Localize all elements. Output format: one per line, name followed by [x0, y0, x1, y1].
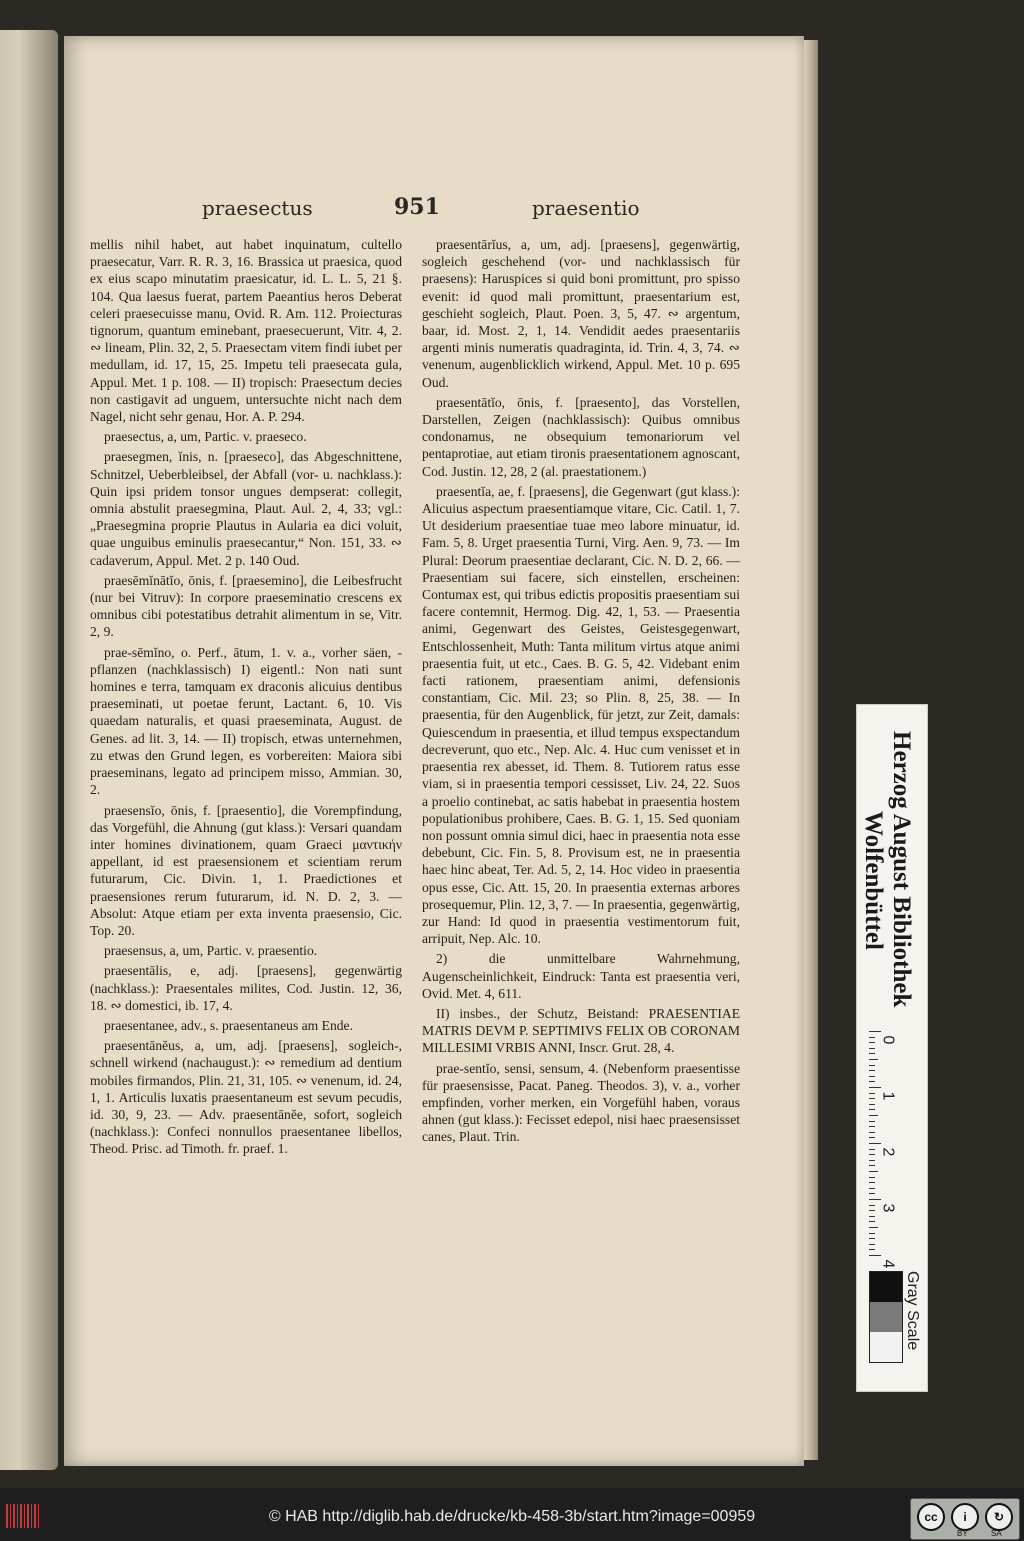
dictionary-entry: prae-sentĭo, sensi, sensum, 4. (Nebenform praesentisse für praesensisse, Pacat. Paneg. Theodos. 3), v. a., vorher empfinden, vorher merken, ein Vorgefühl haben, voraus ahnen (gut klass.): Fecisset edepol, nisi haec praesensisset canes, Plaut. Trin. — [422, 1060, 740, 1145]
library-name-line2: Wolfenbüttel — [860, 811, 887, 950]
cc-license-badge[interactable] — [910, 1498, 1020, 1540]
scale-tick — [869, 1216, 875, 1217]
scale-number: 2 — [879, 1147, 897, 1157]
scale-tick — [869, 1233, 875, 1234]
scale-tick — [869, 1098, 875, 1099]
scale-tick — [869, 1042, 875, 1043]
dictionary-entry: praesensus, a, um, Partic. v. praesentio. — [104, 943, 318, 959]
book-page — [64, 36, 804, 1466]
scale-tick — [869, 1081, 875, 1082]
scale-number: 0 — [879, 1035, 897, 1045]
scale-tick — [869, 1221, 875, 1222]
scale-tick — [869, 1188, 875, 1189]
dictionary-entry: praesentālis, e, adj. [praesens], gegenwärtig (nachklass.): Praesentales milites, Cod. Justin. 12, 36, 18. ∾ domestici, ib. 17, 4. — [90, 963, 402, 1013]
footer-credit[interactable]: © HAB http://diglib.hab.de/drucke/kb-458-3b/start.htm?image=00959 — [268, 1508, 756, 1525]
color-reference-bar — [856, 704, 928, 1392]
dictionary-entry: praesentārĭus, a, um, adj. [praesens], gegenwärtig, sogleich geschehend (vor- und nachklassisch für praesens): Haruspices si quid boni promittunt, pro spisso evenit: id quod mali promittunt, praesentarium est, geschieht sogleich, Plaut. Poen. 3, 5, 47. ∾ argentum, baar, id. Most. 2, 1, 14. Vendidit aedes praesentariis argenti minis numeratis quadraginta, id. Trin. 4, 3, 74. ∾ venenum, augenblicklich wirkend, Appul. Met. 10 p. 695 Oud. — [422, 237, 740, 390]
share-alike-icon: ↻ — [985, 1503, 1013, 1531]
right-column — [422, 236, 740, 1149]
dictionary-entry: praesentĭa, ae, f. [praesens], die Gegenwart (gut klass.): Alicuius aspectum praesentiamque vitare, Cic. Catil. 1, 7. Ut desiderium praesentiae tuae meo labore minuatur, id. Fam. 5, 8. Urget praesentia Turni, Virg. Aen. 9, 73. — Im Plural: Deorum praesentiae declarant, Cic. N. D. 2, 66. — Praesentiam sui facere, sich einstellen, erscheinen: Contumax est, qui tribus edictis propositis praesentiam sui facere contemnit, Hermog. Dig. 42, 1, 53. — Praesentia animi, Gegenwart des Geistes, Geistesgegenwart, Entschlossenheit, Muth: Tanta militum virtus atque animi praesentia fuit, ut etc., Caes. B. G. 5, 42. Videbant enim facti rationem, praesentiam animi, defensionis constantiam, Cic. Mil. 23; so Plin. 8, 25, 38. — In praesentia, für den Augenblick, für jetzt, zur Zeit, damals: Quiescendum in praesentia, et illud tempus exspectandum decreverunt, quo etc., Nep. Alc. 4. Huc cum venisset et in praesentia rex abesset, id. Them. 8. Tutiorem ratus esse viam, si in praesentia tempori cessisset, Liv. 24, 22. Suos a proelio continebat, ac satis habebat in praesentia hostem populationibus prohibere, Caes. B. G. 1, 15. Sed quoniam non possunt omnia simul dici, haec in praesentia nota esse debebunt, Cic. Fin. 5, 8. Provisum est, ne in praesentia haec hinc abeat, Ter. Ad. 5, 2, 14. Hoc video in praesentia opus esse, Cic. Att. 15, 20. In praesentia externas arbores prosequemur, Plin. 12, 3, 7. — In praesentia, gegenwärtig, zur Hand: Id quod in praesentia vestimentorum fuit, arripuit, Nep. Alc. 10. — [422, 483, 740, 947]
dictionary-entry: mellis nihil habet, aut habet inquinatum, cultello praesecatur, Varr. R. R. 3, 16. Brassica ut praesica, quod ex eius scapo minutatim praesicatur, id. L. L. 5, 21 §. 104. Qua laesus fuerat, partem Paeantius heros Deberat celeri praesecuisse manu, Ovid. R. Am. 112. Proiecturas tignorum, quantum eminebant, praesecuerunt, Vitr. 4, 2. ∾ lineam, Plin. 32, 2, 5. Praesectam vitem findi iubet per medullam, id. 17, 15, 25. Impetu teli praesecata gula, Appul. Met. 1 p. 108. — II) tropisch: Praesectum decies non castigavit ad unguem, untersuchte nicht nach dem Nagel, nicht sehr genau, Hor. A. P. 294. — [90, 237, 402, 425]
license-sa-label: SA — [991, 1529, 1002, 1538]
scale-tick — [869, 1070, 875, 1071]
scale-tick — [869, 1238, 875, 1239]
scale-tick — [869, 1199, 881, 1200]
dictionary-entry: praesentānĕus, a, um, adj. [praesens], sogleich-, schnell wirkend (nachaugust.): ∾ remedium ad dentium mobiles firmandos, Plin. 21, 31, 105. ∾ venenum, id. 24, 1, 1. Articulis luxatis praesentaneum est sevum pecudis, id. 30, 9, 23. — Adv. praesentānĕe, sofort, sogleich (nachklass.): Confeci nonnullos praesentanee libellos, Theod. Prisc. ad Timoth. fr. praef. 1. — [90, 1038, 402, 1157]
license-by-label: BY — [957, 1529, 968, 1538]
scale-tick — [869, 1059, 878, 1060]
dictionary-entry: prae-sēmĭno, o. Perf., ātum, 1. v. a., vorher säen, -pflanzen (nachklassisch) I) eigentl.: Non nati sunt homines e terra, tamquam ex draconis alicuius dentibus praeseminati, ut poetae ferunt, Lactant. 6, 10. Vis quaedam naturalis, et quasi praeseminata, August. de Genes. ad lit. 3, 14. — II) tropisch, etwas unternehmen, zu etwas den Grund legen, es vorbereiten: Maiora sibi praeseminans, legato ad principem misso, Ammian. 30, 2. — [90, 644, 402, 798]
dictionary-entry: praesentātĭo, ōnis, f. [praesento], das Vorstellen, Darstellen, Zeigen (nachklassisch): Quibus omnibus condonamus, ne obsequium temonariorum vel pentaprotiae, aut etiam tironis praesentationem agnoscant, Cod. Justin. 12, 28, 2 (al. praestationem.) — [422, 394, 740, 479]
scale-tick — [869, 1104, 875, 1105]
gray-swatch-light — [870, 1332, 902, 1362]
scale-tick — [869, 1193, 875, 1194]
scale-tick — [869, 1121, 875, 1122]
scale-tick — [869, 1053, 875, 1054]
facing-page-edge — [0, 30, 58, 1470]
running-head-right: praesentio — [532, 196, 640, 220]
scale-tick — [869, 1076, 875, 1077]
dictionary-entry: 2) die unmittelbare Wahrnehmung, Augenscheinlichkeit, Eindruck: Tanta est praesentia veri, Ovid. Met. 4, 611. — [422, 951, 740, 1001]
scale-tick — [869, 1132, 875, 1133]
scale-number: 4 — [879, 1259, 897, 1269]
scale-tick — [869, 1093, 875, 1094]
scale-tick — [869, 1149, 875, 1150]
gray-swatch-mid — [870, 1302, 902, 1332]
scale-ruler — [869, 1031, 913, 1271]
scale-tick — [869, 1182, 875, 1183]
scale-tick — [869, 1137, 875, 1138]
dictionary-entry: praesectus, a, um, Partic. v. praeseco. — [104, 429, 307, 445]
scale-tick — [869, 1154, 875, 1155]
dictionary-entry: praesēmĭnātĭo, ōnis, f. [praesemino], die Leibesfrucht (nur bei Vitruv): In corpore praeseminatio crescens ex omnibus cibi potestatibus detrahit alimentum in se, Vitr. 2, 9. — [90, 572, 402, 640]
dictionary-entry: praesegmen, ĭnis, n. [praeseco], das Abgeschnittene, Schnitzel, Ueberbleibsel, der Abfall (vor- u. nachklass.): Quin ipsi pridem tonsor ungues dempserat: collegit, omnia abstulit praesegmina, Plaut. Aul. 2, 4, 33; vgl.: „Praesegmina proprie Plautus in Aularia ea dici voluit, quae unguibus eminulis praesecantur,“ Non. 151, 33. ∾ cadaverum, Appul. Met. 2 p. 140 Oud. — [90, 449, 402, 568]
scale-tick — [869, 1210, 875, 1211]
gray-scale-label: Gray Scale — [904, 1271, 921, 1351]
scale-number: 3 — [879, 1203, 897, 1213]
scale-tick — [869, 1115, 878, 1116]
scale-tick — [869, 1065, 875, 1066]
scale-tick — [869, 1143, 881, 1144]
cc-icon: cc — [917, 1503, 945, 1531]
gray-scale-swatches — [869, 1271, 903, 1363]
scale-tick — [869, 1177, 875, 1178]
page-number: 951 — [394, 194, 440, 220]
running-head-left: praesectus — [202, 196, 313, 220]
scale-tick — [869, 1165, 875, 1166]
by-attribution-icon: i — [951, 1503, 979, 1531]
scale-tick — [869, 1160, 875, 1161]
scale-tick — [869, 1126, 875, 1127]
left-column — [90, 236, 402, 1161]
scale-tick — [869, 1037, 875, 1038]
dictionary-entry: praesensĭo, ōnis, f. [praesentio], die Vorempfindung, das Vorgefühl, die Ahnung (gut klass.): Versari quandam inter homines divinationem, quam Graeci μαντικήν appellant, id est praesensionem et scientiam rerum futurarum, Cic. Divin. 1, 1. Praedictiones et praesensiones rerum futurarum, id. N. D. 2, 3. — Absolut: Atque etiam per exta inventa praesensio, Cic. Top. 20. — [90, 802, 402, 938]
running-head — [64, 196, 804, 226]
scale-tick — [869, 1087, 881, 1088]
scale-tick — [869, 1171, 878, 1172]
scale-tick — [869, 1244, 875, 1245]
scale-tick — [869, 1109, 875, 1110]
scale-number: 1 — [879, 1091, 897, 1101]
dictionary-entry: praesentanee, adv., s. praesentaneus am Ende. — [104, 1017, 353, 1033]
scale-tick — [869, 1205, 875, 1206]
scale-tick — [869, 1255, 881, 1256]
gray-swatch-dark — [870, 1272, 902, 1302]
scale-tick — [869, 1249, 875, 1250]
library-name-line1: Herzog August Bibliothek — [888, 731, 915, 1008]
dictionary-entry: II) insbes., der Schutz, Beistand: PRAESENTIAE MATRIS DEVM P. SEPTIMIVS FELIX OB CORONAM MILLESIMI VRBIS ANNI, Inscr. Grut. 28, 4. — [422, 1005, 740, 1056]
scale-tick — [869, 1227, 878, 1228]
page-fore-edge — [804, 40, 818, 1460]
scale-tick — [869, 1048, 875, 1049]
scale-tick — [869, 1031, 881, 1032]
